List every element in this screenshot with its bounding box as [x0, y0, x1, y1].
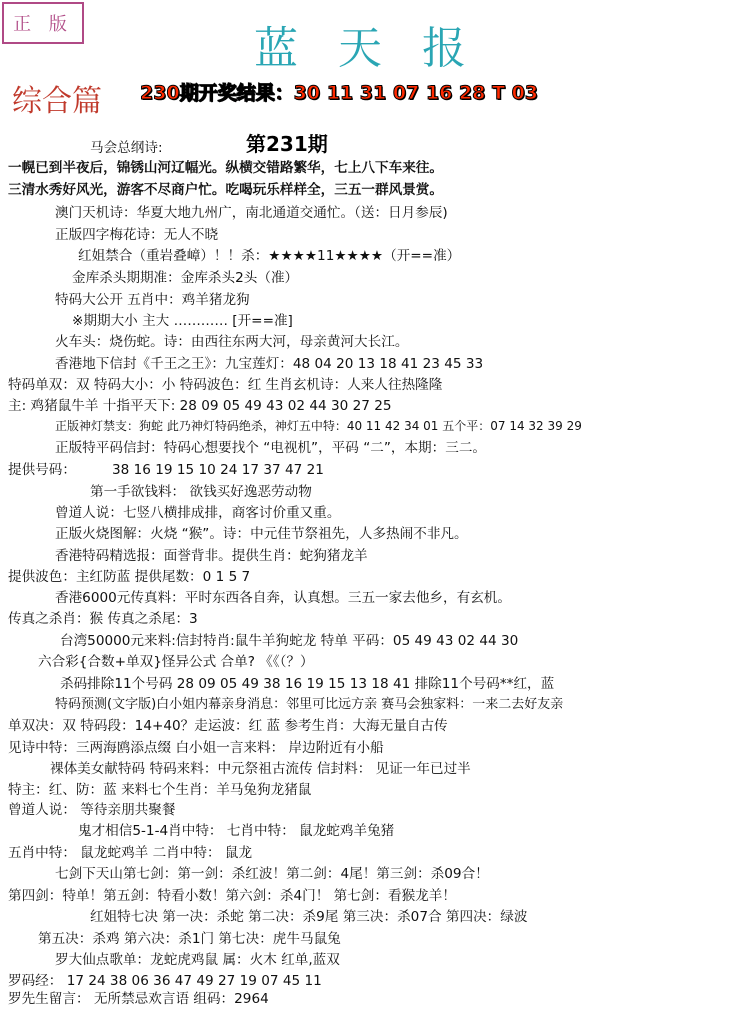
text-line: 红姐禁合（重岩叠嶂）！！杀：★★★★11★★★★（开==准） — [78, 248, 461, 264]
text-line: 七剑下天山第七剑：第一剑：杀红波！第二剑：4尾！第三剑：杀09合！ — [55, 866, 489, 882]
text-line: 特码预测(文字版)白小姐内幕亲身消息：邻里可比远方亲 赛马会独家料：一来二去好友亲 — [55, 697, 564, 712]
edition-badge: 正 版 — [2, 2, 84, 44]
text-line: 特码单双：双 特码大小：小 特码波色：红 生肖玄机诗：人来人往热隆隆 — [8, 377, 443, 393]
text-line: 第一手欲钱料： 欲钱买好逸恶劳动物 — [90, 484, 312, 500]
text-line: 鬼才相信5-1-4肖中特： 七肖中特： 鼠龙蛇鸡羊兔猪 — [78, 823, 395, 839]
section-title: 综合篇 — [12, 84, 102, 119]
text-line: 曾道人说：七竖八横排成排，商客讨价重又重。 — [55, 505, 341, 521]
text-line: 金库杀头期期准：金库杀头2头（准） — [72, 270, 299, 286]
text-line: 正版神灯禁支：狗蛇 此乃神灯特码绝杀，神灯五中特：40 11 42 34 01 五个平：07 14 32 39 29 — [55, 419, 582, 433]
text-line: 马会总纲诗: — [90, 140, 163, 156]
text-line: 杀码排除11个号码 28 09 05 49 38 16 19 15 13 18 41 排除11个号码**红，蓝 — [60, 676, 555, 692]
text-line: 香港6000元传真料：平时东西各自奔，认真想。三五一家去他乡，有玄机。 — [55, 590, 511, 606]
draw-result: 230期开奖结果：30 11 31 07 16 28 T 03 — [140, 82, 539, 104]
text-line: 正版火烧图解：火烧 “猴”。诗：中元佳节祭祖先，人多热闹不非凡。 — [55, 526, 468, 542]
text-line: 第五决：杀鸡 第六决：杀1门 第七决：虎牛马鼠兔 — [38, 931, 341, 947]
text-line: 罗大仙点歌单：龙蛇虎鸡鼠 属：火木 红单,蓝双 — [55, 952, 340, 968]
text-line: 见诗中特：三两海鸥添点缀 白小姐一言来料： 岸边附近有小船 — [8, 740, 384, 756]
issue-number: 第231期 — [246, 132, 328, 156]
text-line: 正版特平码信封：特码心想要找个 “电视机”，平码 “二”，本期：三二。 — [55, 440, 487, 456]
text-line: 罗先生留言： 无所禁忌欢言语 组码：2964 — [8, 991, 269, 1007]
text-line: 提供波色：主红防蓝 提供尾数：0 1 5 7 — [8, 569, 251, 585]
text-line: 罗码经： 17 24 38 06 36 47 49 27 19 07 45 11 — [8, 973, 322, 989]
text-line: 澳门天机诗：华夏大地九州广，南北通道交通忙。（送：日月参辰) — [55, 205, 448, 221]
text-line: 香港地下信封《千王之王》：九宝莲灯：48 04 20 13 18 41 23 45 33 — [55, 356, 484, 372]
text-line: 三清水秀好风光，游客不尽商户忙。吃喝玩乐样样全，三五一群风景赏。 — [8, 182, 443, 198]
text-line: 曾道人说： 等待亲朋共聚餐 — [8, 802, 176, 818]
text-line: 裸体美女献特码 特码来料：中元祭祖古流传 信封料： 见证一年已过半 — [50, 761, 471, 777]
text-line: 第四剑：特单！第五剑：特看小数！第六剑：杀4门！ 第七剑：看猴龙羊！ — [8, 888, 456, 904]
text-line: ※期期大小 主大 ………… [开==准] — [72, 313, 293, 329]
text-line: 传真之杀肖：猴 传真之杀尾：3 — [8, 611, 198, 627]
text-line: 提供号码： — [8, 462, 76, 478]
text-line: 火车头：烧伤蛇。诗：由西往东两大河，母亲黄河大长江。 — [55, 334, 409, 350]
newspaper-title: 蓝天报 — [254, 23, 506, 74]
text-line: 香港特码精选报：面誉背非。提供生肖：蛇狗猪龙羊 — [55, 548, 368, 564]
text-line: 六合彩{合数+单双}怪异公式 合单? 《《（？） — [38, 654, 314, 670]
text-line: 一幌已到半夜后，锦锈山河辽幅光。纵横交错路繁华，七上八下车来往。 — [8, 160, 443, 176]
text-line: 五肖中特： 鼠龙蛇鸡羊 二肖中特： 鼠龙 — [8, 845, 253, 861]
text-line: 红姐特七决 第一决：杀蛇 第二决：杀9尾 第三决：杀07合 第四决：绿波 — [90, 909, 528, 925]
text-line: 特主：红、防：蓝 来料七个生肖：羊马兔狗龙猪鼠 — [8, 782, 312, 798]
text-line: 特码大公开 五肖中：鸡羊猪龙狗 — [55, 292, 250, 308]
text-line: 主: 鸡猪鼠牛羊 十指平天下: 28 09 05 49 43 02 44 30 27 25 — [8, 398, 392, 414]
text-line: 38 16 19 15 10 24 17 37 47 21 — [112, 462, 324, 478]
text-line: 单双决：双 特码段：14+40？走运波：红 蓝 参考生肖：大海无量自古传 — [8, 718, 448, 734]
text-line: 正版四字梅花诗：无人不晓 — [55, 227, 219, 243]
text-line: 台湾50000元来料:信封特肖:鼠牛羊狗蛇龙 特单 平码：05 49 43 02 44 30 — [60, 633, 519, 649]
